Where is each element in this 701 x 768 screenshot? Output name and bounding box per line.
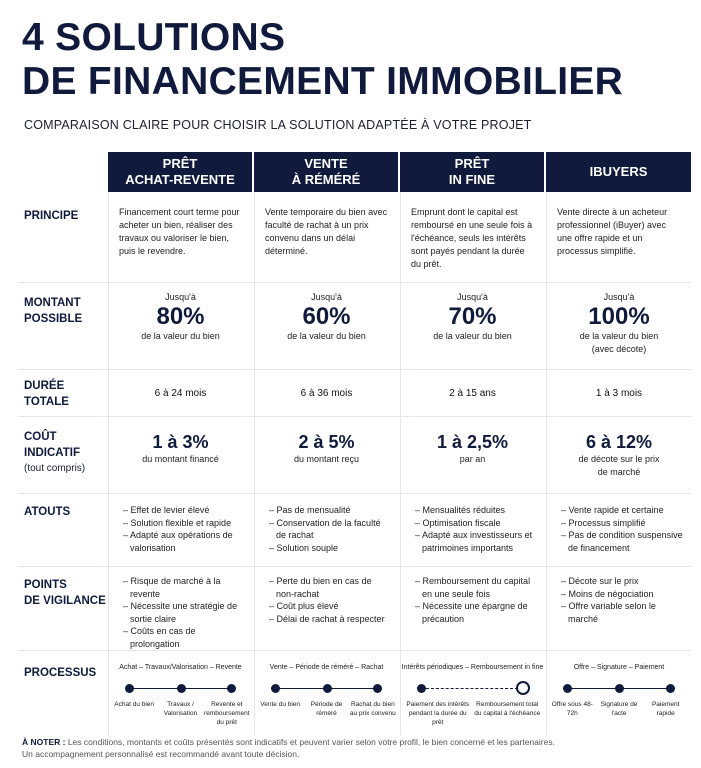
process-timeline [267, 678, 386, 700]
timeline-dot [177, 684, 186, 693]
principe-cell: Vente directe à un acheteur professionnel (iBuyer) avec une offre rapide et un processus simplifié. [546, 192, 691, 282]
principe-cell: Financement court terme pour acheter un bien, réaliser des travaux ou valoriser le bien, puis le revendre. [108, 192, 252, 282]
process-timeline [559, 678, 679, 700]
atouts-cell: – Pas de mensualité – Conservation de la faculté de rachat – Solution souple [254, 494, 398, 566]
cout-cell: 1 à 3% du montant financé [108, 417, 252, 493]
page-title [22, 16, 623, 104]
title-line-2: DE FINANCEMENT IMMOBILIER [22, 60, 624, 103]
cout-cell: 2 à 5% du montant reçu [254, 417, 398, 493]
montant-cell: Jusqu'à 80% de la valeur du bien [108, 283, 252, 369]
footer-note: À NOTER : Les conditions, montants et coûts présentés sont indicatifs et peuvent varier selon votre profil, le bien concerné et les partenaires. Un accompagnement personnalisé est recommandé avant toute décision. [22, 737, 555, 759]
row-label-principe: PRINCIPE [24, 210, 79, 222]
header-corner [18, 152, 106, 192]
title-line-1: 4 SOLUTIONS [22, 16, 286, 59]
vigilance-cell: – Risque de marché à la revente – Nécessite une stratégie de sortie claire – Coûts en cas de prolongation [108, 567, 252, 650]
timeline-dot [666, 684, 675, 693]
row-label-montant: MONTANT POSSIBLE [24, 297, 83, 325]
timeline-dot [227, 684, 236, 693]
row-label-atouts: ATOUTS [24, 506, 71, 518]
row-label-vigilance: POINTS DE VIGILANCE [24, 579, 106, 607]
column-header-pret-in-fine: PRÊT IN FINE [400, 152, 544, 192]
timeline-dot [271, 684, 280, 693]
timeline-dot [563, 684, 572, 693]
duree-cell: 2 à 15 ans [400, 370, 544, 416]
principe-cell: Vente temporaire du bien avec faculté de rachat à un prix convenu dans un délai déterminé. [254, 192, 398, 282]
timeline-dot [615, 684, 624, 693]
process-timeline [121, 678, 240, 700]
row-label-duree: DURÉE TOTALE [24, 380, 69, 408]
processus-cell: Intérêts périodiques – Remboursement in fine Paiement des intérêts pendant la durée du prêt Remboursement total du capital à l'échéance [400, 651, 544, 735]
comparison-table [18, 152, 685, 735]
process-timeline [413, 678, 532, 700]
cout-cell: 1 à 2,5% par an [400, 417, 544, 493]
page-subtitle: COMPARAISON CLAIRE POUR CHOISIR LA SOLUTION ADAPTÉE À VOTRE PROJET [24, 118, 532, 132]
processus-cell: Achat – Travaux/Valorisation – Revente Achat du bien Travaux / Valorisation Revente et remboursement du prêt [108, 651, 252, 735]
montant-cell: Jusqu'à 100% de la valeur du bien (avec décote) [546, 283, 691, 369]
vigilance-cell: – Décote sur le prix – Moins de négociation – Offre variable selon le marché [546, 567, 691, 650]
timeline-dot [125, 684, 134, 693]
cout-cell: 6 à 12% de décote sur le prix de marché [546, 417, 691, 493]
duree-cell: 1 à 3 mois [546, 370, 691, 416]
vigilance-cell: – Perte du bien en cas de non-rachat – Coût plus élevé – Délai de rachat à respecter [254, 567, 398, 650]
duree-cell: 6 à 24 mois [108, 370, 252, 416]
processus-cell: Vente – Période de réméré – Rachat Vente du bien Période de réméré Rachat du bien au prix convenu [254, 651, 398, 735]
timeline-end-ring [516, 681, 530, 695]
atouts-cell: – Mensualités réduites – Optimisation fiscale – Adapté aux investisseurs et patrimoines importants [400, 494, 544, 566]
montant-cell: Jusqu'à 70% de la valeur du bien [400, 283, 544, 369]
timeline-dot [373, 684, 382, 693]
processus-cell: Offre – Signature – Paiement Offre sous 48-72h Signature de l'acte Paiement rapide [546, 651, 691, 735]
row-label-cout: COÛT INDICATIF (tout compris) [24, 431, 86, 474]
column-header-vente-remere: VENTE À RÉMÉRÉ [254, 152, 398, 192]
atouts-cell: – Vente rapide et certaine – Processus simplifié – Pas de condition suspensive de financement [546, 494, 691, 566]
timeline-dot [417, 684, 426, 693]
vigilance-cell: – Remboursement du capital en une seule fois – Nécessite une épargne de précaution [400, 567, 544, 650]
row-label-processus: PROCESSUS [24, 667, 97, 679]
column-header-pret-achat-revente: PRÊT ACHAT-REVENTE [108, 152, 252, 192]
column-header-ibuyers: IBUYERS [546, 152, 691, 192]
principe-cell: Emprunt dont le capital est remboursé en une seule fois à l'échéance, seuls les intérêts sont payés pendant la durée du prêt. [400, 192, 544, 282]
atouts-cell: – Effet de levier élevé – Solution flexible et rapide – Adapté aux opérations de valorisation [108, 494, 252, 566]
duree-cell: 6 à 36 mois [254, 370, 398, 416]
timeline-dot [323, 684, 332, 693]
montant-cell: Jusqu'à 60% de la valeur du bien [254, 283, 398, 369]
